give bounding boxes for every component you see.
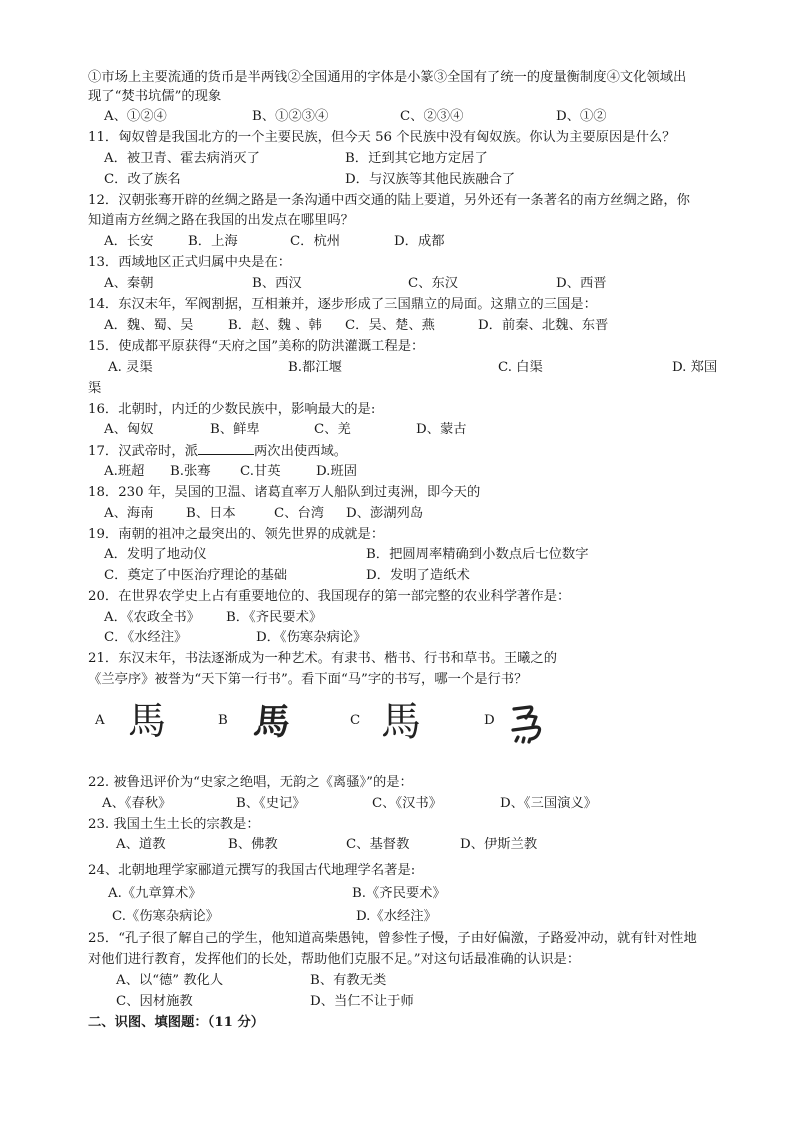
q21-option-b-image [242, 692, 300, 750]
q10-option-d: D、①② [556, 109, 607, 124]
q13-stem: 13．西域地区正式归属中央是在： [88, 255, 292, 270]
q24-stem: 24、北朝地理学家郦道元撰写的我国古代地理学名著是: [88, 863, 416, 878]
q14-option-d: D．前秦、北魏、东晋 [478, 318, 609, 333]
q21-option-c-label: C [350, 713, 361, 728]
ma-clerical-script-image [118, 692, 176, 750]
q20-option-b: B．《齐民要术》 [226, 610, 323, 625]
ma-glyph-b: 馬 [251, 701, 293, 743]
q20-stem: 20．在世界农学史上占有重要地位的、我国现存的第一部完整的农业科学著作是： [88, 589, 571, 604]
q10-stem-line2: 现了“焚书坑儒”的现象 [88, 89, 222, 104]
q25-option-a: A、以“德” 教化人 [116, 973, 224, 988]
q21-option-c-image [372, 692, 430, 750]
q22-option-b: B、《史记》 [236, 796, 306, 811]
ma-glyph-a: 馬 [127, 699, 167, 743]
q13-option-b: B、西汉 [252, 276, 302, 291]
q21-option-d-image [496, 692, 554, 750]
q21-option-a-label: A [95, 713, 105, 728]
q21-option-b-label: B [218, 713, 228, 728]
q15-option-d: D. 郑国 [672, 360, 718, 375]
q21-option-a-image [118, 692, 176, 750]
q23-option-c: C、基督教 [346, 837, 410, 852]
q19-option-d: D．发明了造纸术 [366, 568, 470, 583]
q19-option-c: C．奠定了中医治疗理论的基础 [104, 568, 288, 583]
q21-stem-line1: 21．东汉末年，书法逐渐成为一种艺术。有隶书、楷书、行书和草书。王曦之的 [88, 651, 558, 666]
q10-stem-line1: ①市场上主要流通的货币是半两钱②全国通用的字体是小篆③全国有了统一的度量衡制度④文化领域出 [88, 70, 687, 85]
ma-glyph-c: 馬 [381, 699, 421, 745]
q25-option-d: D、当仁不让于师 [310, 994, 414, 1009]
q12-option-c: C．杭州 [290, 234, 341, 249]
q14-stem: 14．东汉末年，军阀割据，互相兼并，逐步形成了三国鼎立的局面。这鼎立的三国是： [88, 297, 597, 312]
q17-stem [88, 442, 347, 461]
q23-option-a: A、道教 [116, 837, 166, 852]
q21-option-d-label: D [484, 713, 495, 728]
q21-stem-line2: 《兰亭序》被誉为“天下第一行书”。看下面“马”字的书写，哪一个是行书？ [88, 672, 528, 687]
q12-stem-line2: 知道南方丝绸之路在我国的出发点在哪里吗？ [88, 213, 354, 228]
q17-option-d: D.班固 [316, 464, 358, 479]
q25-option-b: B、有教无类 [310, 973, 387, 988]
q23-stem: 23. 我国土生土长的宗教是： [88, 817, 260, 832]
q19-option-a: A．发明了地动仪 [104, 547, 207, 562]
q19-stem: 19．南朝的祖冲之最突出的、领先世界的成就是： [88, 527, 385, 542]
q12-stem-line1: 12．汉朝张骞开辟的丝绸之路是一条沟通中西交通的陆上要道，另外还有一条著名的南方丝绸之路，你 [88, 193, 690, 208]
q16-stem: 16．北朝时，内迁的少数民族中，影响最大的是: [88, 402, 376, 417]
q11-option-b: B．迁到其它地方定居了 [345, 151, 488, 166]
q12-option-b: B．上海 [188, 234, 238, 249]
q22-stem: 22. 被鲁迅评价为“史家之绝唱，无韵之《离骚》”的是： [88, 775, 413, 790]
q17-option-a: A.班超 [104, 464, 145, 479]
q17-stem-post: 两次出使西域。 [254, 444, 348, 459]
q20-option-c: C．《水经注》 [104, 630, 188, 645]
q18-stem: 18．230 年，吴国的卫温、诸葛直率万人船队到过夷洲，即今天的 [88, 485, 481, 500]
q25-stem-line1: 25．“孔子很了解自己的学生，他知道高柴愚钝，曾参性子慢，子由好偏激，子路爱冲动，就有针对性地 [88, 931, 697, 946]
q14-option-b: B．赵、魏 、韩 [228, 318, 322, 333]
q11-option-c: C．改了族名 [104, 172, 181, 187]
q17-option-c: C.甘英 [240, 464, 281, 479]
q24-option-b: B.《齐民要术》 [352, 886, 446, 901]
q23-option-d: D、伊斯兰教 [460, 837, 538, 852]
q15-stem: 15．使成都平原获得“天府之国”美称的防洪灌溉工程是： [88, 339, 425, 354]
q15-option-d-wrap: 渠 [88, 381, 102, 396]
q15-option-a: A. 灵渠 [108, 360, 153, 375]
q24-option-d: D.《水经注》 [356, 909, 437, 924]
section-2-heading: 二、识图、填图题：（11 分） [88, 1015, 265, 1030]
q17-stem-pre: 17．汉武帝时，派 [88, 444, 198, 459]
q16-option-b: B、鲜卑 [210, 422, 260, 437]
q18-option-c: C、台湾 [274, 506, 325, 521]
q14-option-a: A．魏、蜀、吴 [104, 318, 194, 333]
q12-option-d: D．成都 [394, 234, 445, 249]
q25-stem-line2: 对他们进行教育，发挥他们的长处，帮助他们克服不足。”对这句话最准确的认识是： [88, 952, 581, 967]
q16-option-a: A、匈奴 [104, 422, 154, 437]
ma-standard-script-image [372, 692, 430, 750]
q17-option-b: B.张骞 [170, 464, 211, 479]
q20-option-a: A．《农政全书》 [104, 610, 201, 625]
q18-option-d: D、澎湖列岛 [346, 506, 424, 521]
q15-option-c: C. 白渠 [498, 360, 543, 375]
ma-running-script-image [496, 692, 554, 750]
q22-option-a: A、《春秋》 [102, 796, 172, 811]
q16-option-c: C、羌 [314, 422, 351, 437]
q13-option-d: D、西晋 [556, 276, 607, 291]
q22-option-d: D、《三国演义》 [500, 796, 598, 811]
q20-option-d: D．《伤寒杂病论》 [256, 630, 367, 645]
q23-option-b: B、佛教 [228, 837, 278, 852]
q17-answer-blank [198, 442, 254, 455]
q10-option-c: C、②③④ [400, 109, 464, 124]
q18-option-b: B、日本 [186, 506, 236, 521]
q13-option-c: C、东汉 [408, 276, 459, 291]
q11-option-d: D．与汉族等其他民族融合了 [345, 172, 516, 187]
q16-option-d: D、蒙古 [416, 422, 467, 437]
q11-option-a: A．被卫青、霍去病消灭了 [104, 151, 260, 166]
q22-option-c: C、《汉书》 [372, 796, 443, 811]
q10-option-b: B、①②③④ [252, 109, 329, 124]
q19-option-b: B．把圆周率精确到小数点后七位数字 [366, 547, 589, 562]
q11-stem: 11．匈奴曾是我国北方的一个主要民族，但今天 56 个民族中没有匈奴族。你认为主要原因是什么？ [88, 130, 676, 145]
q25-option-c: C、因材施教 [116, 994, 193, 1009]
q14-option-c: C．吴、楚、燕 [345, 318, 435, 333]
q12-option-a: A．长安 [104, 234, 154, 249]
ma-running-strokes [513, 707, 540, 742]
q15-option-b: B.都江堰 [288, 360, 342, 375]
q24-option-a: A.《九章算术》 [108, 886, 202, 901]
q18-option-a: A、海南 [104, 506, 154, 521]
ma-regular-script-image [242, 692, 300, 750]
q13-option-a: A、秦朝 [104, 276, 154, 291]
q10-option-a: A、①②④ [104, 109, 167, 124]
q24-option-c: C.《伤寒杂病论》 [112, 909, 220, 924]
